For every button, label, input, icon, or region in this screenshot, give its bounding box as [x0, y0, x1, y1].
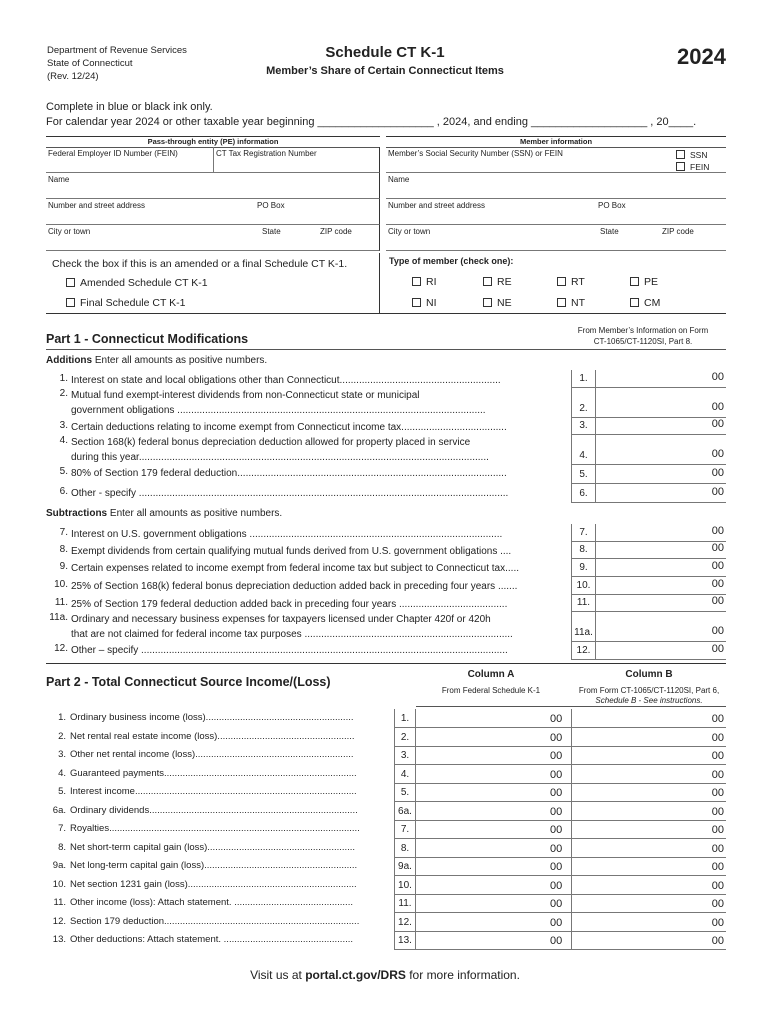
part1-title-rule — [46, 349, 726, 350]
part1-line-number: 6. — [59, 486, 68, 497]
part2-column-b-field[interactable]: 00 — [572, 913, 726, 932]
ssn-checkbox[interactable] — [676, 150, 685, 159]
part2-column-b-field[interactable]: 00 — [572, 802, 726, 821]
form-title: Schedule CT K-1 — [325, 44, 445, 61]
type-ne-checkbox[interactable] — [483, 298, 492, 307]
part2-column-rule — [416, 706, 726, 707]
intro — [46, 100, 696, 130]
part1-line-box-label: 8. — [571, 541, 596, 559]
part1-line-box-label: 1. — [571, 370, 596, 388]
column-b-header: Column B — [625, 669, 673, 680]
ink-instruction: Complete in blue or black ink only. — [46, 101, 213, 113]
part1-line-description: 80% of Section 179 federal deduction................................................................................................. — [71, 468, 507, 479]
revision: (Rev. 12/24) — [47, 71, 99, 82]
type-ne[interactable] — [483, 297, 512, 309]
pe-city-label: City or town — [48, 227, 91, 236]
part2-divider — [46, 663, 726, 664]
column-a-source: From Federal Schedule K-1 — [441, 686, 541, 695]
part1-line-number: 2. — [59, 388, 68, 399]
part2-line-description: Net short-term capital gain (loss)........................................................ — [70, 842, 356, 853]
pe-street-label: Number and street address — [48, 201, 145, 210]
part1-title: Part 1 - Connecticut Modifications — [46, 332, 249, 346]
part1-line-description: Mutual fund exempt-interest dividends from non-Connecticut state or municipal government obligations ............................................................................................................... — [71, 390, 486, 416]
type-cm-label: CM — [644, 297, 661, 309]
member-section-header: Member information — [386, 136, 726, 148]
part2-line-box-label: 5. — [394, 783, 416, 802]
part1-amount-field[interactable]: 00 — [596, 417, 726, 435]
calendar-year-line[interactable]: For calendar year 2024 or other taxable year beginning ___________________ , 2024, and ending ___________________ , 20____. — [46, 116, 697, 128]
part2-line-number: 6a. — [52, 805, 66, 816]
part2-line-description: Ordinary dividends............................................................................... — [70, 805, 358, 816]
part1-line-number: 5. — [59, 466, 68, 477]
part2-line-number: 2. — [58, 731, 66, 742]
part1-amount-field[interactable]: 00 — [596, 640, 726, 660]
dept-name: Department of Revenue Services — [47, 45, 187, 56]
part1-line-box-label: 10. — [571, 576, 596, 595]
part1-amount-field[interactable]: 00 — [596, 385, 726, 418]
amended-final-block — [46, 253, 380, 313]
part2-line-number: 12. — [52, 916, 66, 927]
part2-line-box-label: 7. — [394, 820, 416, 839]
part2-line-description: Net rental real estate income (loss).................................................... — [70, 731, 355, 742]
part2-line-description: Net long-term capital gain (loss).......................................................... — [70, 860, 358, 871]
part1-line-description: Other – specify .................................................................................................................................... — [71, 645, 508, 656]
part2-line-description: Interest income.................................................................................... — [70, 786, 357, 797]
member-city-label: City or town — [388, 227, 431, 236]
part2-line-box-label: 8. — [394, 839, 416, 858]
part2-line-description: Guaranteed payments......................................................................... — [70, 768, 357, 779]
member-state-field[interactable] — [598, 225, 660, 251]
part1-line-number: 4. — [59, 435, 68, 446]
part2-column-a-field[interactable]: 00 — [416, 931, 572, 950]
part2-line-number: 1. — [58, 712, 66, 723]
part1-line-description: Interest on state and local obligations other than Connecticut.......................................................... — [71, 375, 501, 386]
part1-amount-field[interactable]: 00 — [596, 432, 726, 465]
part1-line-box-label: 12. — [571, 640, 596, 660]
type-cm[interactable] — [630, 297, 660, 309]
type-rt-checkbox[interactable] — [557, 277, 566, 286]
part1-amount-field[interactable]: 00 — [596, 609, 726, 642]
form-header-agency — [47, 44, 187, 83]
type-re[interactable] — [483, 276, 512, 288]
part1-line-box-label: 3. — [571, 417, 596, 435]
part1-line-number: 11a. — [49, 612, 68, 623]
amended-option[interactable] — [66, 277, 208, 289]
part2-line-box-label: 4. — [394, 765, 416, 784]
part2-column-b-field[interactable]: 00 — [572, 783, 726, 802]
member-city-field[interactable] — [386, 225, 598, 251]
part2-column-b-field[interactable]: 00 — [572, 876, 726, 895]
form-title-block — [230, 44, 540, 77]
part1-line-box-label: 9. — [571, 558, 596, 577]
additions-instruction: Enter all amounts as positive numbers. — [92, 355, 268, 366]
part2-column-a-field[interactable]: 00 — [416, 746, 572, 765]
type-re-checkbox[interactable] — [483, 277, 492, 286]
member-street-field[interactable] — [386, 199, 594, 225]
part2-column-b-field[interactable]: 00 — [572, 765, 726, 784]
part1-line-description: Section 168(k) federal bonus depreciation deduction allowed for property placed in service during this year.............................................................................................................................. — [71, 437, 489, 463]
part2-line-number: 8. — [58, 842, 66, 853]
member-type-prompt: Type of member (check one): — [389, 256, 514, 266]
part1-line-number: 12. — [54, 643, 68, 654]
fein-checkbox[interactable] — [676, 162, 685, 171]
final-label: Final Schedule CT K-1 — [80, 297, 186, 309]
member-pobox-label: PO Box — [598, 201, 626, 210]
member-street-label: Number and street address — [388, 201, 485, 210]
part1-source-note — [560, 325, 726, 347]
member-ssn-field[interactable] — [386, 147, 726, 173]
member-ssn-label: Member’s Social Security Number (SSN) or FEIN — [388, 149, 563, 158]
type-ri-label: RI — [426, 276, 437, 288]
part1-divider — [46, 313, 726, 314]
column-b-source: From Form CT-1065/CT-1120SI, Part 6, — [578, 686, 720, 695]
part2-column-a-field[interactable]: 00 — [416, 913, 572, 932]
additions-heading — [46, 355, 267, 366]
part2-column-a-field[interactable]: 00 — [416, 728, 572, 747]
member-type-block — [386, 253, 726, 313]
ssn-option-label: SSN — [690, 150, 708, 160]
part1-amount-field[interactable]: 00 — [596, 541, 726, 559]
part2-line-box-label: 6a. — [394, 802, 416, 821]
part1-line-number: 8. — [59, 544, 68, 555]
type-ni-checkbox[interactable] — [412, 298, 421, 307]
fein-option-label: FEIN — [690, 162, 710, 172]
part1-source-note-line1: From Member’s Information on Form — [577, 326, 709, 335]
member-name-field[interactable] — [386, 173, 726, 199]
part2-line-box-label: 9a. — [394, 857, 416, 876]
amended-final-prompt: Check the box if this is an amended or a final Schedule CT K-1. — [52, 258, 348, 270]
part2-line-description: Ordinary business income (loss)........................................................ — [70, 712, 354, 723]
part1-line-number: 7. — [59, 527, 68, 538]
type-ni-label: NI — [426, 297, 437, 309]
pe-street-field[interactable] — [46, 199, 251, 225]
type-ri-checkbox[interactable] — [412, 277, 421, 286]
part2-line-number: 10. — [52, 879, 66, 890]
part1-line-box-label: 7. — [571, 524, 596, 542]
type-cm-checkbox[interactable] — [630, 298, 639, 307]
pe-pobox-label: PO Box — [257, 201, 285, 210]
part2-column-b-field[interactable]: 00 — [572, 931, 726, 950]
part1-amount-field[interactable]: 00 — [596, 558, 726, 577]
part2-line-number: 11. — [53, 897, 66, 908]
pe-zip-label: ZIP code — [320, 227, 352, 236]
part1-line-description: Certain expenses related to income exempt from federal income tax but subject to Connecticut tax..... — [71, 563, 520, 574]
part2-line-description: Section 179 deduction.......................................................................... — [70, 916, 360, 927]
member-state-label: State — [600, 227, 619, 236]
part2-column-b-field[interactable]: 00 — [572, 746, 726, 765]
final-checkbox[interactable] — [66, 298, 75, 307]
part1-line-number: 11. — [54, 597, 68, 608]
pe-ct-reg-field[interactable] — [214, 147, 380, 173]
part2-line-box-label: 11. — [394, 894, 416, 913]
part2-title: Part 2 - Total Connecticut Source Income/(Loss) — [46, 675, 331, 689]
pe-pobox-field[interactable] — [251, 199, 380, 225]
part2-column-a-field[interactable]: 00 — [416, 802, 572, 821]
part1-source-note-line2: CT-1065/CT-1120SI, Part 8. — [593, 337, 693, 346]
member-zip-field[interactable] — [660, 225, 726, 251]
pe-name-label: Name — [48, 175, 70, 184]
tax-year: 2024 — [677, 44, 726, 69]
type-ne-label: NE — [497, 297, 512, 309]
type-re-label: RE — [497, 276, 512, 288]
column-a-header: Column A — [467, 669, 515, 680]
subtractions-instruction: Enter all amounts as positive numbers. — [107, 508, 283, 519]
part1-amount-field[interactable]: 00 — [596, 483, 726, 503]
part2-line-description: Net section 1231 gain (loss)................................................................ — [70, 879, 357, 890]
part2-column-b-field[interactable]: 00 — [572, 728, 726, 747]
part2-line-number: 13. — [52, 934, 66, 945]
part1-line-description: Interest on U.S. government obligations ........................................................................................... — [71, 529, 503, 540]
pe-city-field[interactable] — [46, 225, 256, 251]
part2-column-a-field[interactable]: 00 — [416, 765, 572, 784]
pe-name-field[interactable] — [46, 173, 380, 199]
ssn-fein-checkboxes — [676, 149, 709, 173]
part1-line-description: Ordinary and necessary business expenses for taxpayers licensed under Chapter 420f or 420h that are not claimed for federal income tax purposes ........................................................................... — [71, 614, 513, 640]
footer — [0, 968, 770, 982]
type-rt-label: RT — [571, 276, 585, 288]
part2-line-box-label: 12. — [394, 913, 416, 932]
subtractions-heading — [46, 508, 282, 519]
part1-line-description: Exempt dividends from certain qualifying mutual funds derived from U.S. government obligations .... — [71, 546, 512, 557]
part2-line-box-label: 13. — [394, 931, 416, 950]
pe-state-field[interactable] — [256, 225, 318, 251]
part1-line-number: 9. — [59, 561, 68, 572]
part1-line-description: 25% of Section 168(k) federal bonus depreciation deduction added back in preceding four years ....... — [71, 581, 518, 592]
part2-column-b-field[interactable]: 00 — [572, 709, 726, 728]
part2-line-description: Other income (loss): Attach statement. ............................................. — [70, 897, 353, 908]
part1-line-number: 1. — [59, 373, 68, 384]
form-subtitle: Member’s Share of Certain Connecticut Items — [266, 65, 504, 77]
pe-fein-field[interactable] — [46, 147, 214, 173]
type-rt[interactable] — [557, 276, 585, 288]
part2-column-b-field[interactable]: 00 — [572, 839, 726, 858]
part1-amount-field[interactable]: 00 — [596, 576, 726, 595]
member-zip-label: ZIP code — [662, 227, 694, 236]
subtractions-bold: Subtractions — [46, 508, 108, 519]
part2-column-a-field[interactable]: 00 — [416, 876, 572, 895]
ssn-option[interactable] — [676, 149, 709, 161]
part2-line-description: Royalties............................................................................................... — [70, 823, 360, 834]
part2-line-number: 7. — [58, 823, 66, 834]
state-name: State of Connecticut — [47, 58, 133, 69]
part1-line-description: Other - specify ..................................................................................................................................... — [71, 488, 509, 499]
part2-column-b-field[interactable]: 00 — [572, 894, 726, 913]
part2-column-a-field[interactable]: 00 — [416, 894, 572, 913]
additions-bold: Additions — [46, 355, 93, 366]
type-ni[interactable] — [412, 297, 437, 309]
footer-post: for more information. — [405, 968, 520, 982]
part2-column-b-field[interactable]: 00 — [572, 857, 726, 876]
pe-zip-field[interactable] — [318, 225, 380, 251]
member-name-label: Name — [388, 175, 410, 184]
member-pobox-field[interactable] — [594, 199, 726, 225]
fein-option[interactable] — [676, 161, 709, 173]
part1-line-box-label: 4. — [571, 432, 596, 465]
part1-line-description: 25% of Section 179 federal deduction added back in preceding four years ....................................... — [71, 599, 508, 610]
drs-portal-link[interactable]: portal.ct.gov/DRS — [305, 968, 406, 982]
part1-amount-field[interactable]: 00 — [596, 463, 726, 484]
type-nt[interactable] — [557, 297, 585, 309]
part1-line-box-label: 11. — [571, 594, 596, 612]
part2-column-a-field[interactable]: 00 — [416, 857, 572, 876]
pe-fein-label: Federal Employer ID Number (FEIN) — [48, 149, 178, 158]
column-b-instruction: Schedule B - See instructions. — [595, 696, 703, 705]
part2-line-number: 3. — [58, 749, 66, 760]
part1-line-box-label: 2. — [571, 385, 596, 418]
pe-ct-reg-label: CT Tax Registration Number — [216, 149, 317, 158]
part2-column-a-field[interactable]: 00 — [416, 709, 572, 728]
part2-line-box-label: 1. — [394, 709, 416, 728]
amended-checkbox[interactable] — [66, 278, 75, 287]
type-pe-label: PE — [644, 276, 659, 288]
type-nt-checkbox[interactable] — [557, 298, 566, 307]
pe-state-label: State — [262, 227, 281, 236]
part2-column-a-field[interactable]: 00 — [416, 820, 572, 839]
type-nt-label: NT — [571, 297, 585, 309]
part2-line-description: Other deductions: Attach statement. ................................................. — [70, 934, 354, 945]
part1-line-number: 10. — [54, 579, 68, 590]
part2-line-box-label: 2. — [394, 728, 416, 747]
part1-line-box-label: 5. — [571, 463, 596, 484]
part1-line-box-label: 6. — [571, 483, 596, 503]
part2-line-number: 9a. — [52, 860, 66, 871]
part1-amount-field[interactable]: 00 — [596, 524, 726, 542]
part1-amount-field[interactable]: 00 — [596, 594, 726, 612]
amended-label: Amended Schedule CT K-1 — [80, 277, 208, 289]
part2-line-box-label: 10. — [394, 876, 416, 895]
part2-line-box-label: 3. — [394, 746, 416, 765]
type-pe[interactable] — [630, 276, 658, 288]
part2-line-number: 4. — [58, 768, 66, 779]
part2-line-number: 5. — [58, 786, 66, 797]
part2-line-description: Other net rental income (loss)............................................................ — [70, 749, 354, 760]
type-ri[interactable] — [412, 276, 437, 288]
final-option[interactable] — [66, 297, 185, 309]
part2-column-a-field[interactable]: 00 — [416, 783, 572, 802]
type-pe-checkbox[interactable] — [630, 277, 639, 286]
pe-section-header: Pass-through entity (PE) information — [46, 136, 380, 148]
part2-column-b-field[interactable]: 00 — [572, 820, 726, 839]
part1-line-number: 3. — [59, 420, 68, 431]
part2-column-a-field[interactable]: 00 — [416, 839, 572, 858]
part1-amount-field[interactable]: 00 — [596, 370, 726, 388]
footer-pre: Visit us at — [250, 968, 306, 982]
part1-line-box-label: 11a. — [571, 609, 596, 642]
part1-line-description: Certain deductions relating to income exempt from Connecticut income tax...................................... — [71, 422, 507, 433]
